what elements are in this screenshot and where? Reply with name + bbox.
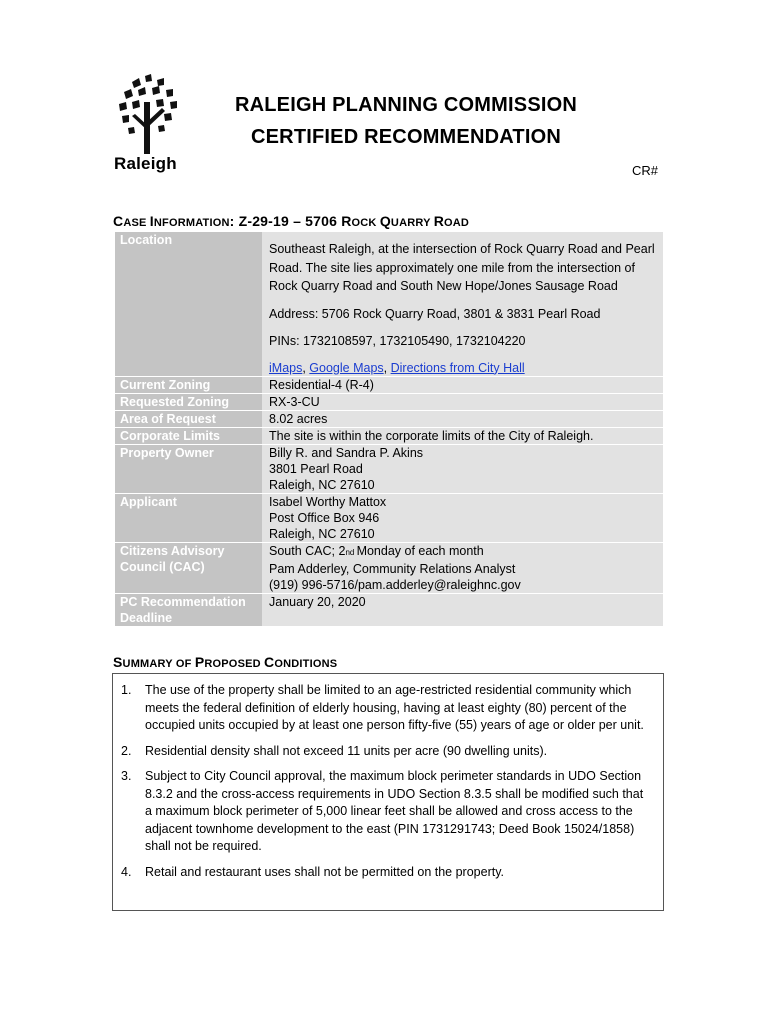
location-label: Location	[115, 232, 262, 376]
cac-meeting: South CAC; 2nd Monday of each month	[269, 543, 484, 558]
owner-street: 3801 Pearl Road	[269, 461, 363, 476]
table-row	[115, 393, 663, 410]
area-label: Area of Request	[115, 410, 262, 427]
case-information-table	[115, 232, 663, 627]
location-value	[262, 232, 663, 376]
cac-label: Citizens Advisory Council (CAC)	[115, 542, 262, 593]
table-row	[115, 444, 663, 493]
table-row	[115, 542, 663, 593]
table-row	[115, 427, 663, 444]
google-maps-link[interactable]: Google Maps	[309, 360, 384, 375]
cr-number: CR#	[631, 163, 658, 178]
area-value: 8.02 acres	[262, 410, 663, 427]
cac-value	[262, 542, 663, 593]
requested-zoning-value: RX-3-CU	[262, 393, 663, 410]
applicant-po-box: Post Office Box 946	[269, 510, 380, 525]
case-information-heading: CASE INFORMATION: Z-29-19 – 5706 ROCK QUARRY ROAD	[113, 213, 470, 229]
table-row	[115, 232, 663, 376]
list-item: 1. The use of the property shall be limited to an age-restricted residential community which meets the federal definition of elderly housing, having at least eighty (80) percent of the occupied units occupied by at least one person fifty-five (55) years of age or older per unit.	[121, 683, 644, 732]
table-row	[115, 493, 663, 542]
table-row	[115, 376, 663, 393]
cac-contact: Pam Adderley, Community Relations Analyst	[269, 561, 516, 576]
page-title-line2: CERTIFIED RECOMMENDATION	[251, 126, 561, 148]
owner-name: Billy R. and Sandra P. Akins	[269, 445, 424, 460]
cac-phone-email: (919) 996-5716/pam.adderley@raleighnc.gov	[269, 577, 521, 592]
pc-deadline-value: January 20, 2020	[262, 593, 663, 626]
applicant-value	[262, 493, 663, 542]
current-zoning-value: Residential-4 (R-4)	[262, 376, 663, 393]
applicant-city: Raleigh, NC 27610	[269, 526, 375, 541]
conditions-list	[121, 682, 653, 881]
conditions-box	[112, 673, 664, 911]
raleigh-logo-wordmark: Raleigh	[114, 154, 177, 173]
summary-conditions-heading: SUMMARY OF PROPOSED CONDITIONS	[113, 654, 338, 670]
table-row	[115, 593, 663, 626]
property-owner-value	[262, 444, 663, 493]
list-item: 3. Subject to City Council approval, the maximum block perimeter standards in UDO Section 8.3.2 and the cross-access requirements in UDO Section 8.3.5 shall be modified such that a maximum block perimeter of 5,000 linear feet shall be allowed and cross access to the adjacent townhome development to the east (PIN 1731291743; Deed Book 15024/1858) shall not be required.	[121, 769, 644, 853]
list-item: 2. Residential density shall not exceed 11 units per acre (90 dwelling units).	[121, 743, 548, 758]
applicant-name: Isabel Worthy Mattox	[269, 494, 387, 509]
directions-link[interactable]: Directions from City Hall	[390, 360, 525, 375]
property-owner-label: Property Owner	[115, 444, 262, 493]
imaps-link[interactable]: iMaps	[269, 360, 303, 375]
map-links: iMaps, Google Maps, Directions from City Hall	[269, 360, 525, 375]
pins-text: PINs: 1732108597, 1732105490, 1732104220	[269, 334, 526, 348]
location-description: Southeast Raleigh, at the intersection of Rock Quarry Road and Pearl Road. The site lies approximately one mile from the intersection of Rock Quarry Road and South New Hope/Jones Sausage Road	[269, 242, 655, 293]
corporate-limits-label: Corporate Limits	[115, 427, 262, 444]
owner-city: Raleigh, NC 27610	[269, 477, 375, 492]
list-item: 4. Retail and restaurant uses shall not be permitted on the property.	[121, 864, 505, 879]
table-row	[115, 410, 663, 427]
corporate-limits-value: The site is within the corporate limits of the City of Raleigh.	[262, 427, 663, 444]
address-text: Address: 5706 Rock Quarry Road, 3801 & 3831 Pearl Road	[269, 306, 601, 321]
page-title-line1: RALEIGH PLANNING COMMISSION	[234, 94, 578, 116]
requested-zoning-label: Requested Zoning	[115, 393, 262, 410]
pc-deadline-label: PC Recommendation Deadline	[115, 593, 262, 626]
current-zoning-label: Current Zoning	[115, 376, 262, 393]
applicant-label: Applicant	[115, 493, 262, 542]
